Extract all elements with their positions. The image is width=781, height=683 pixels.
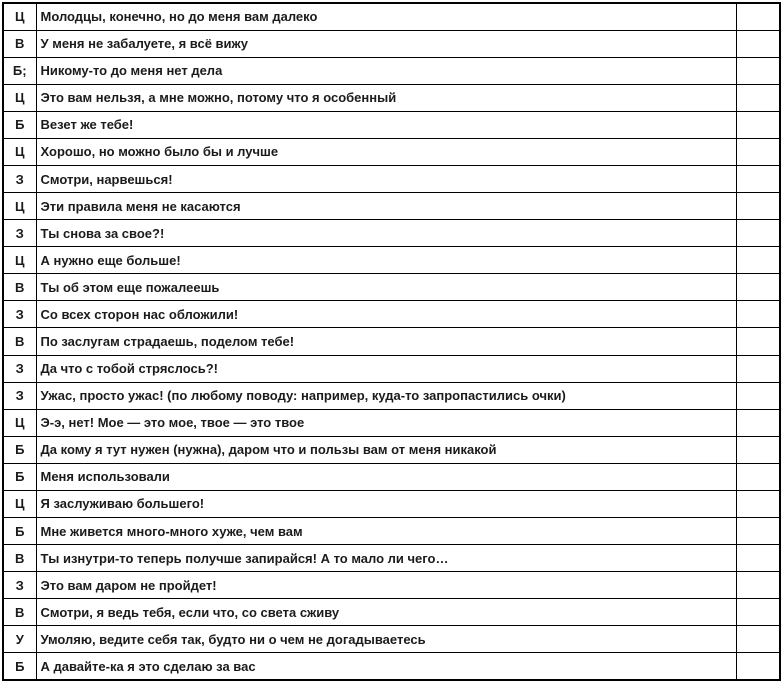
row-empty-cell: [736, 3, 780, 30]
row-phrase: Со всех сторон нас обложили!: [36, 301, 736, 328]
row-code: В: [3, 599, 36, 626]
table-row: [3, 382, 780, 409]
table-row: [3, 138, 780, 165]
row-empty-cell: [736, 517, 780, 544]
table-row: [3, 220, 780, 247]
table-row: [3, 84, 780, 111]
row-phrase: Молодцы, конечно, но до меня вам далеко: [36, 3, 736, 30]
row-empty-cell: [736, 328, 780, 355]
row-empty-cell: [736, 653, 780, 680]
row-empty-cell: [736, 84, 780, 111]
phrase-table: [2, 2, 781, 681]
row-phrase: Смотри, нарвешься!: [36, 165, 736, 192]
row-phrase: Хорошо, но можно было бы и лучше: [36, 138, 736, 165]
row-empty-cell: [736, 572, 780, 599]
table-row: [3, 626, 780, 653]
row-phrase: Везет же тебе!: [36, 111, 736, 138]
row-code: Ц: [3, 247, 36, 274]
row-empty-cell: [736, 490, 780, 517]
row-code: У: [3, 626, 36, 653]
row-empty-cell: [736, 30, 780, 57]
row-code: Б: [3, 653, 36, 680]
row-empty-cell: [736, 193, 780, 220]
row-phrase: Это вам нельзя, а мне можно, потому что я особенный: [36, 84, 736, 111]
row-phrase: Мне живется много-много хуже, чем вам: [36, 517, 736, 544]
row-empty-cell: [736, 301, 780, 328]
row-empty-cell: [736, 111, 780, 138]
row-phrase: Да что с тобой стряслось?!: [36, 355, 736, 382]
row-code: З: [3, 355, 36, 382]
row-empty-cell: [736, 463, 780, 490]
table-row: [3, 30, 780, 57]
row-code: В: [3, 30, 36, 57]
row-phrase: Смотри, я ведь тебя, если что, со света сживу: [36, 599, 736, 626]
row-phrase: По заслугам страдаешь, поделом тебе!: [36, 328, 736, 355]
row-phrase: Да кому я тут нужен (нужна), даром что и пользы вам от меня никакой: [36, 436, 736, 463]
table-row: [3, 436, 780, 463]
row-phrase: Меня использовали: [36, 463, 736, 490]
row-empty-cell: [736, 436, 780, 463]
row-phrase: А давайте-ка я это сделаю за вас: [36, 653, 736, 680]
row-phrase: Эти правила меня не касаются: [36, 193, 736, 220]
row-phrase: Ужас, просто ужас! (по любому поводу: например, куда-то запропастились очки): [36, 382, 736, 409]
row-phrase: Никому-то до меня нет дела: [36, 57, 736, 84]
row-empty-cell: [736, 57, 780, 84]
row-empty-cell: [736, 355, 780, 382]
row-empty-cell: [736, 382, 780, 409]
row-code: Ц: [3, 84, 36, 111]
row-phrase: Ты снова за свое?!: [36, 220, 736, 247]
row-code: В: [3, 328, 36, 355]
table-row: [3, 572, 780, 599]
row-code: Ц: [3, 193, 36, 220]
phrase-table-body: [3, 3, 780, 680]
row-code: З: [3, 301, 36, 328]
table-row: [3, 274, 780, 301]
table-row: [3, 490, 780, 517]
table-row: [3, 165, 780, 192]
row-code: Ц: [3, 138, 36, 165]
row-empty-cell: [736, 138, 780, 165]
table-row: [3, 545, 780, 572]
row-empty-cell: [736, 274, 780, 301]
row-empty-cell: [736, 409, 780, 436]
table-row: [3, 328, 780, 355]
row-code: З: [3, 220, 36, 247]
table-row: [3, 409, 780, 436]
table-row: [3, 247, 780, 274]
row-code: Б;: [3, 57, 36, 84]
row-phrase: У меня не забалуете, я всё вижу: [36, 30, 736, 57]
row-code: З: [3, 382, 36, 409]
table-row: [3, 599, 780, 626]
table-row: [3, 57, 780, 84]
table-row: [3, 463, 780, 490]
row-phrase: Ты об этом еще пожалеешь: [36, 274, 736, 301]
row-code: В: [3, 545, 36, 572]
row-code: В: [3, 274, 36, 301]
row-code: Ц: [3, 3, 36, 30]
row-code: Б: [3, 463, 36, 490]
row-empty-cell: [736, 247, 780, 274]
row-phrase: Э-э, нет! Мое — это мое, твое — это твое: [36, 409, 736, 436]
row-empty-cell: [736, 545, 780, 572]
row-code: З: [3, 165, 36, 192]
row-phrase: А нужно еще больше!: [36, 247, 736, 274]
row-empty-cell: [736, 599, 780, 626]
table-row: [3, 517, 780, 544]
row-empty-cell: [736, 626, 780, 653]
row-phrase: Умоляю, ведите себя так, будто ни о чем не догадываетесь: [36, 626, 736, 653]
table-row: [3, 111, 780, 138]
row-empty-cell: [736, 220, 780, 247]
row-code: Ц: [3, 409, 36, 436]
row-code: Б: [3, 436, 36, 463]
row-code: Б: [3, 517, 36, 544]
row-phrase: Я заслуживаю большего!: [36, 490, 736, 517]
table-row: [3, 301, 780, 328]
row-phrase: Это вам даром не пройдет!: [36, 572, 736, 599]
row-code: Ц: [3, 490, 36, 517]
row-empty-cell: [736, 165, 780, 192]
row-code: Б: [3, 111, 36, 138]
table-row: [3, 193, 780, 220]
table-row: [3, 3, 780, 30]
table-row: [3, 355, 780, 382]
row-phrase: Ты изнутри-то теперь получше запирайся! А то мало ли чего…: [36, 545, 736, 572]
row-code: З: [3, 572, 36, 599]
table-row: [3, 653, 780, 680]
